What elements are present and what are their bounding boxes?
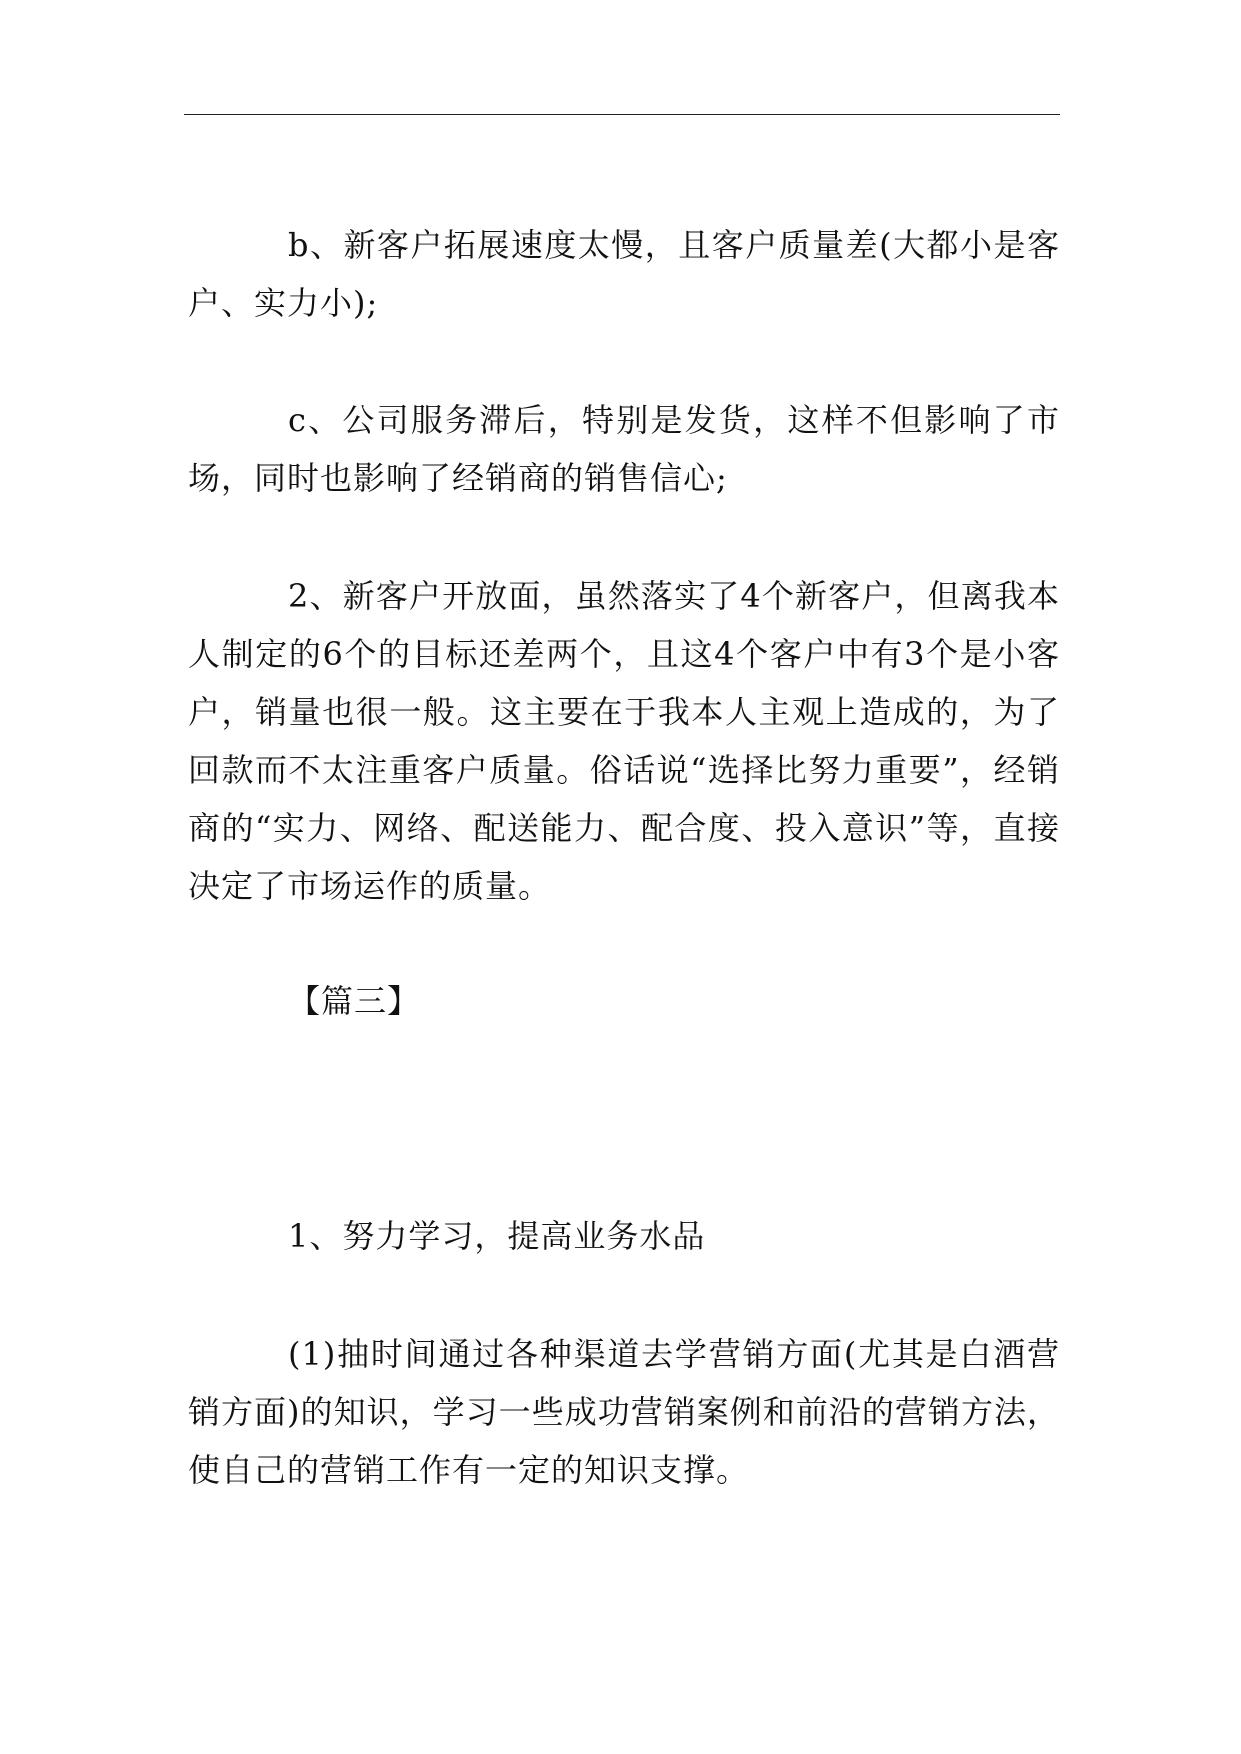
paragraph-1-study: 1、努力学习，提高业务水品 <box>288 1217 706 1255</box>
section-heading-part-three: 【篇三】 <box>288 982 421 1020</box>
paragraph-1-1-learning-channels: (1)抽时间通过各种渠道去学营销方面(尤其是白酒营销方面)的知识，学习一些成功营销案例和前沿的营销方法，使自己的营销工作有一定的知识支撑。 <box>188 1335 1060 1489</box>
paragraph-2-new-customer-coverage: 2、新客户开放面，虽然落实了4个新客户，但离我本人制定的6个的目标还差两个，且这4个客户中有3个是小客户，销量也很一般。这主要在于我本人主观上造成的，为了回款而不太注重客户质量。俗话说“选择比努力重要”，经销商的“实力、网络、配送能力、配合度、投入意识”等，直接决定了市场运作的质量。 <box>188 577 1060 905</box>
paragraph-c-service-lag: c、公司服务滞后，特别是发货，这样不但影响了市场，同时也影响了经销商的销售信心; <box>188 401 1060 497</box>
paragraph-b-new-customers: b、新客户拓展速度太慢，且客户质量差(大都小是客户、实力小); <box>188 226 1060 322</box>
header-rule <box>184 114 1060 115</box>
